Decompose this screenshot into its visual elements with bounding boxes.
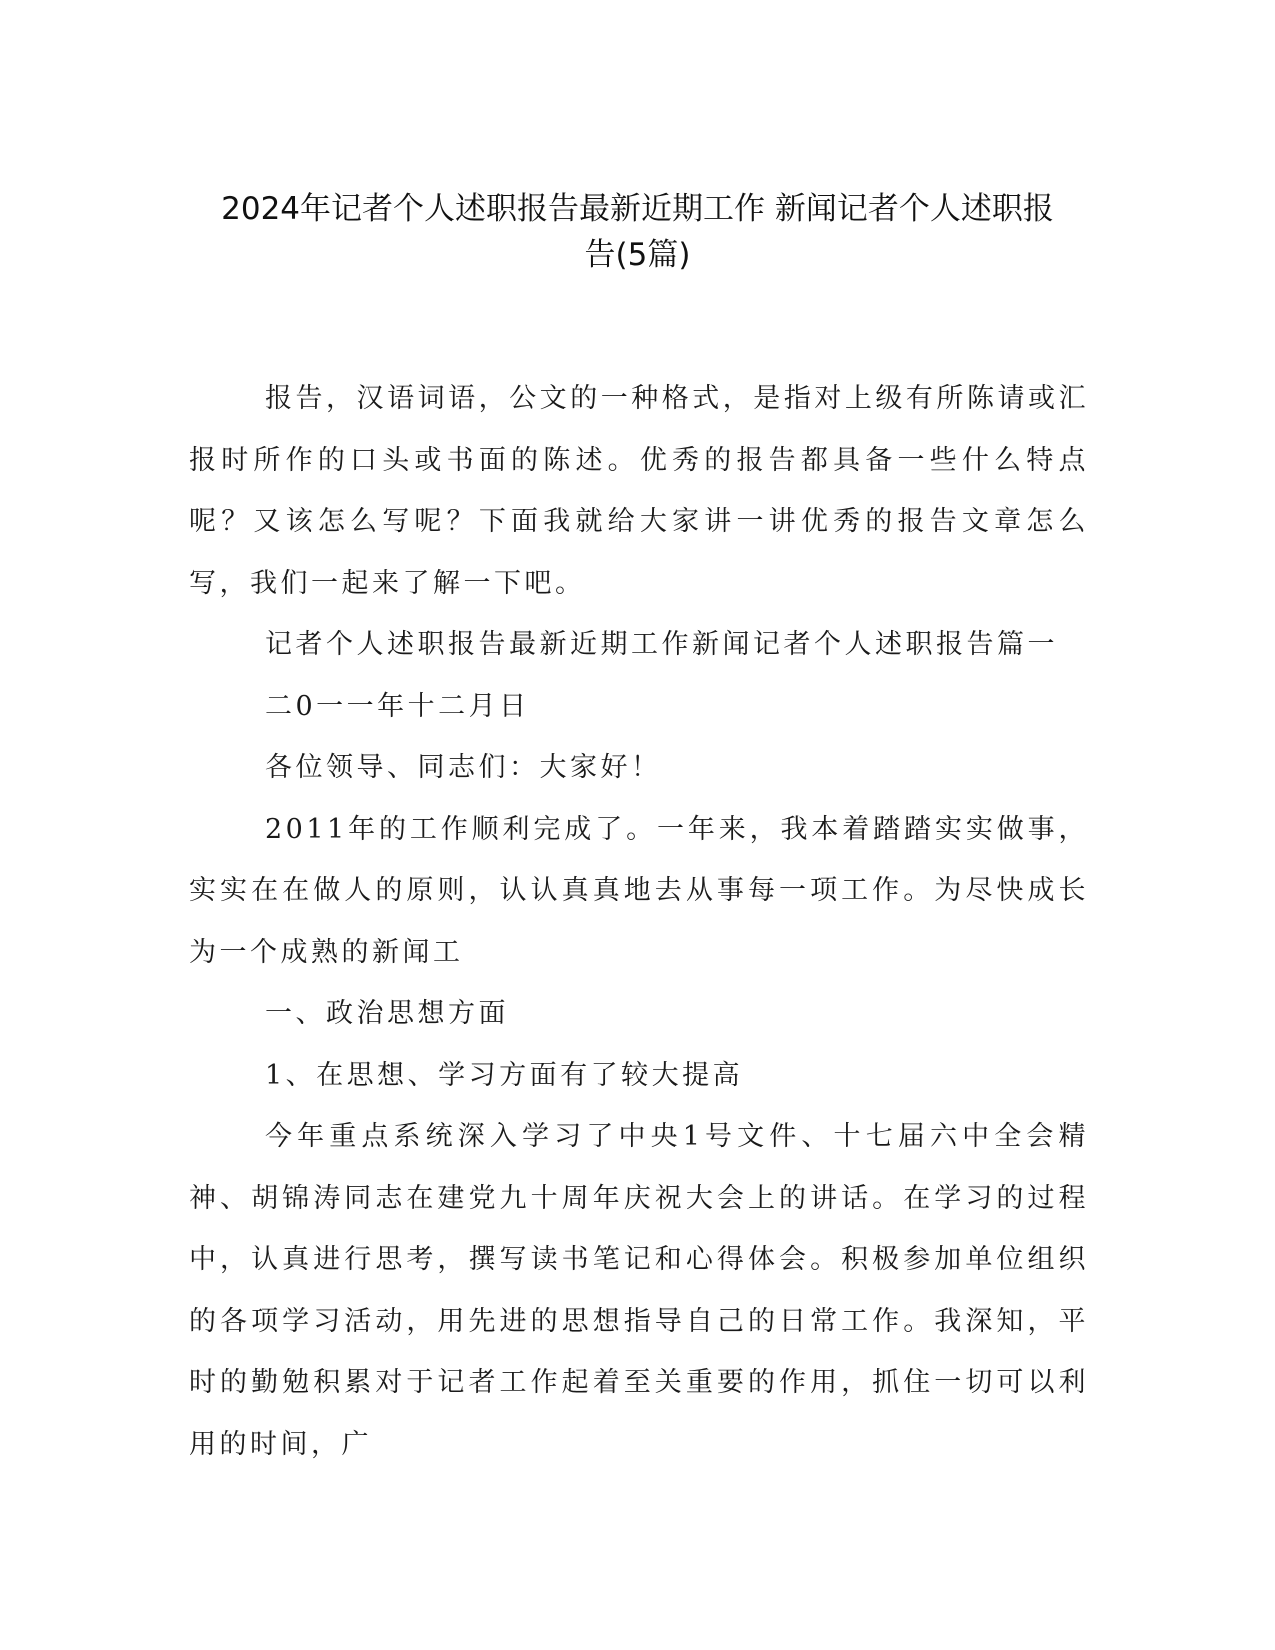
paragraph-section-heading: 记者个人述职报告最新近期工作新闻记者个人述职报告篇一 xyxy=(265,629,1058,660)
title-line-1: 2024年记者个人述职报告最新近期工作 新闻记者个人述职报 xyxy=(221,191,1054,227)
paragraph-heading-politics: 一、政治思想方面 xyxy=(265,998,509,1029)
paragraph-subheading-study: 1、在思想、学习方面有了较大提高 xyxy=(265,1059,744,1091)
paragraph-date: 二0一一年十二月日 xyxy=(265,690,530,722)
title-line-2: 告(5篇) xyxy=(584,237,691,273)
paragraph-study-detail: 今年重点系统深入学习了中央1号文件、十七届六中全会精神、胡锦涛同志在建党九十周年庆祝大会上的讲话。在学习的过程中，认真进行思考，撰写读书笔记和心得体会。积极参加单位组织的各项学习活动，用先进的思想指导自己的日常工作。我深知，平时的勤勉积累对于记者工作起着至关重要的作用，抓住一切可以利用的时间，广 xyxy=(189,1121,1089,1460)
document-title xyxy=(150,186,1125,278)
paragraph-summary: 2011年的工作顺利完成了。一年来，我本着踏踏实实做事，实实在在做人的原则，认认真真地去从事每一项工作。为尽快成长为一个成熟的新闻工 xyxy=(189,813,1089,968)
paragraph-intro: 报告，汉语词语，公文的一种格式，是指对上级有所陈请或汇报时所作的口头或书面的陈述。优秀的报告都具备一些什么特点呢？又该怎么写呢？下面我就给大家讲一讲优秀的报告文章怎么写，我们一起来了解一下吧。 xyxy=(189,383,1089,599)
document-body xyxy=(189,368,1089,1475)
paragraph-greeting: 各位领导、同志们：大家好！ xyxy=(265,752,662,783)
